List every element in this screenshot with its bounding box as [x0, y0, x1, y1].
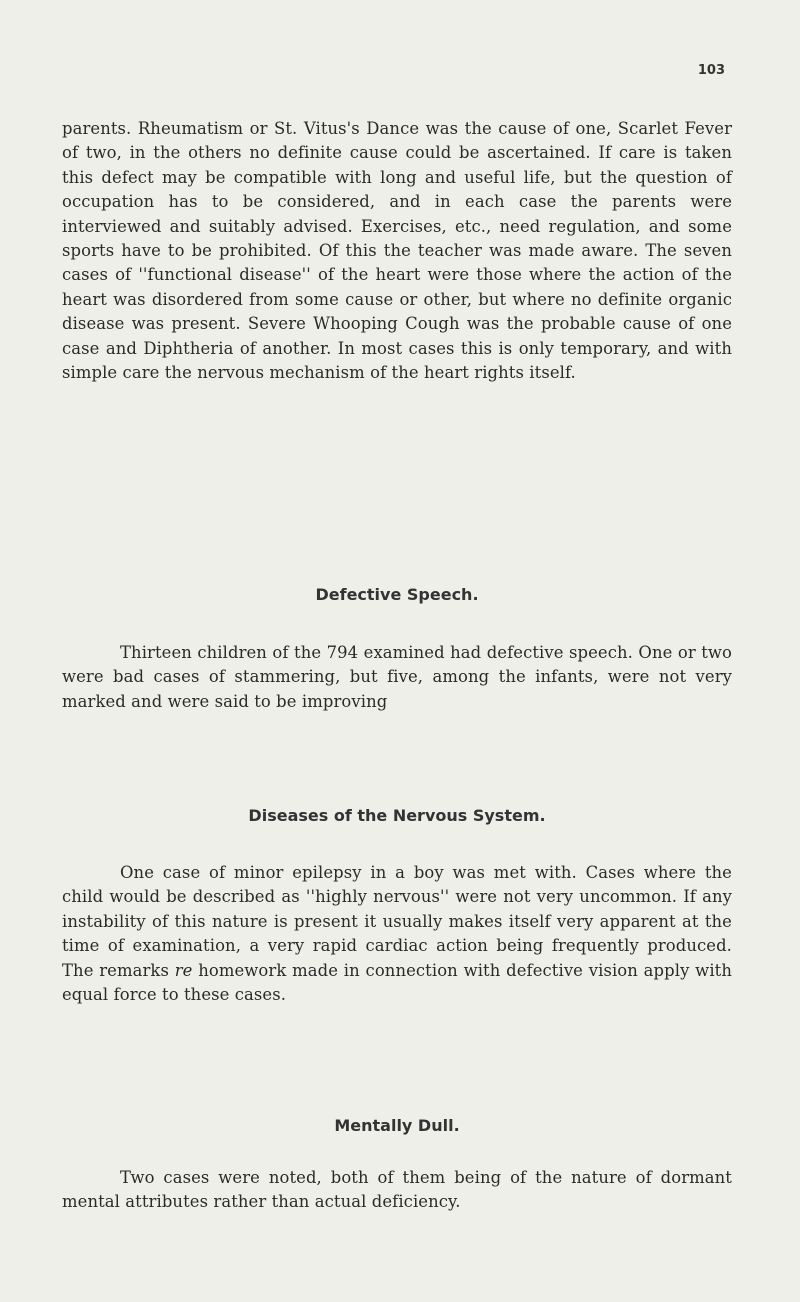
- paragraph-nervous-system-re: re: [174, 960, 193, 980]
- paragraph-defective-speech: Thirteen children of the 794 examined had defective speech. One or two were bad cases of stammering, but five, among the infants, were not very marked and were said to be improving: [62, 643, 732, 711]
- paragraph-heart-cases: parents. Rheumatism or St. Vitus's Dance was the cause of one, Scarlet Fever of two, in the others no definite cause could be ascertained. If care is taken this defect may be compatible with long and useful life, but the question of occupation has to be considered, and in each case the parents were interviewed and suitably advised. Exercises, etc., need regulation, and some sports have to be prohibited. Of this the teacher was made aware. The seven cases of ''functional disease'' of the heart were those where the action of the heart was disordered from some cause or other, but where no definite organic disease was present. Severe Whooping Cough was the probable cause of one case and Diphtheria of another. In most cases this is only temporary, and with simple care the nervous mechanism of the heart rights itself.: [62, 119, 732, 383]
- paragraph-nervous-system: [62, 861, 732, 1007]
- paragraph-nervous-system-part-a: One case of minor epilepsy in a boy was met with. Cases where the child would be described as ''highly nervous'' were not very uncommon. If any instability of this nature is present it usually makes itself very apparent at the time of examination, a very rapid cardiac action being frequently produced. The remarks: [62, 863, 732, 980]
- page-number: 103: [697, 63, 725, 78]
- heading-mentally-dull: Mentally Dull.: [334, 1116, 460, 1135]
- paragraph-nervous-system-part-b: homework made in connection with defective vision apply with equal force to these cases.: [62, 960, 732, 1005]
- paragraph-mentally-dull: Two cases were noted, both of them being of the nature of dormant mental attributes rather than actual deficiency.: [62, 1168, 732, 1212]
- heading-nervous-system: Diseases of the Nervous System.: [248, 806, 546, 825]
- heading-defective-speech: Defective Speech.: [315, 585, 479, 604]
